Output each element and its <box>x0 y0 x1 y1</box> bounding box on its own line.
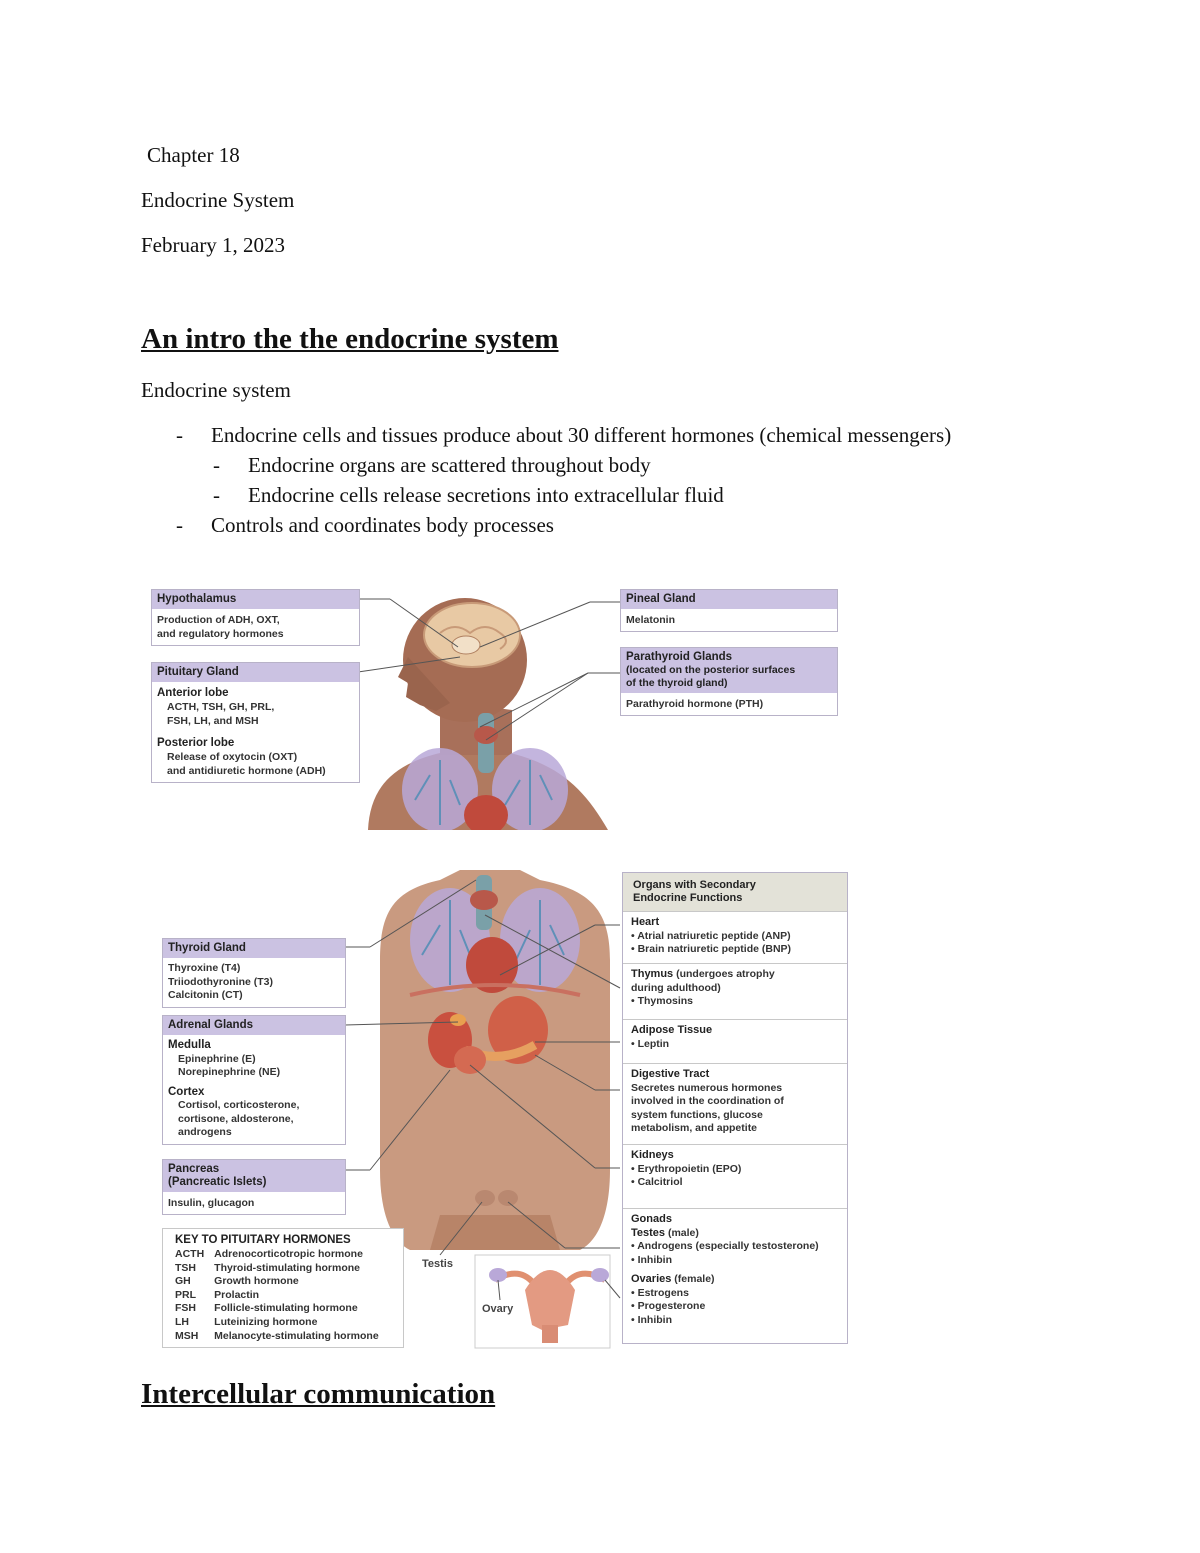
key-abbr: MSH <box>175 1329 199 1342</box>
parathyroid-box <box>620 647 838 716</box>
pituitary-box <box>151 662 360 783</box>
pituitary-key <box>162 1228 404 1348</box>
cortex-line: cortisone, aldosterone, <box>178 1112 294 1125</box>
hypothalamus-line: Production of ADH, OXT, <box>157 614 280 626</box>
cortex-line: Cortisol, corticosterone, <box>178 1099 300 1111</box>
medulla-line: Epinephrine (E) <box>178 1052 256 1065</box>
key-desc: Growth hormone <box>214 1275 299 1288</box>
anterior-lobe-label: Anterior lobe <box>157 687 229 699</box>
kidneys-title: Kidneys <box>631 1149 674 1161</box>
parathyroid-title: Parathyroid Glands <box>626 651 733 663</box>
ovaries-line: • Estrogens <box>631 1286 689 1299</box>
testes-note: (male) <box>665 1226 699 1239</box>
thymus-note: (undergoes atrophy <box>673 968 775 980</box>
digestive-line: metabolism, and appetite <box>631 1122 758 1134</box>
thyroid-title: Thyroid Gland <box>163 939 345 958</box>
key-row <box>175 1262 389 1276</box>
kidneys-section <box>623 1144 847 1208</box>
adrenal-title: Adrenal Glands <box>163 1016 345 1035</box>
key-row <box>175 1330 389 1344</box>
bullet-dash: - <box>213 483 220 507</box>
key-row <box>175 1275 389 1289</box>
parathyroid-note: of the thyroid gland) <box>626 677 728 689</box>
thyroid-line: Triiodothyronine (T3) <box>168 975 273 988</box>
ovaries-title: Ovaries <box>631 1273 672 1285</box>
secondary-title: Organs with Secondary <box>633 879 756 891</box>
section-heading-intercellular: Intercellular communication <box>141 1378 496 1410</box>
key-table <box>175 1248 389 1343</box>
key-row <box>175 1289 389 1303</box>
key-row <box>175 1302 389 1316</box>
adipose-title: Adipose Tissue <box>631 1024 713 1036</box>
key-row <box>175 1316 389 1330</box>
thymus-section <box>623 963 847 1019</box>
ovaries-line: • Progesterone <box>631 1300 706 1312</box>
digestive-title: Digestive Tract <box>631 1068 710 1080</box>
posterior-lobe-label: Posterior lobe <box>157 737 235 749</box>
parathyroid-note: (located on the posterior surfaces <box>626 664 796 676</box>
gonads-section <box>623 1208 847 1331</box>
pancreas-title: Pancreas <box>168 1163 220 1175</box>
cortex-label: Cortex <box>168 1085 205 1098</box>
posterior-lobe-line: and antidiuretic hormone (ADH) <box>167 765 326 777</box>
thymus-line: • Thymosins <box>631 995 694 1007</box>
topic-line: Endocrine System <box>141 188 295 212</box>
pancreas-box <box>162 1159 346 1215</box>
heart-title: Heart <box>631 916 660 928</box>
section-heading-intro: An intro the the endocrine system <box>141 323 559 355</box>
thyroid-line: Thyroxine (T4) <box>168 962 241 974</box>
secondary-organs-box <box>622 872 848 1344</box>
digestive-section <box>623 1063 847 1144</box>
adrenal-box <box>162 1015 346 1145</box>
kidneys-line: • Calcitriol <box>631 1176 683 1188</box>
key-desc: Adrenocorticotropic hormone <box>214 1248 363 1260</box>
key-row <box>175 1248 389 1262</box>
hypothalamus-line: and regulatory hormones <box>157 628 284 640</box>
key-abbr: GH <box>175 1275 191 1288</box>
pineal-box <box>620 589 838 632</box>
posterior-lobe-line: Release of oxytocin (OXT) <box>167 751 298 763</box>
pineal-title: Pineal Gland <box>621 590 837 609</box>
thymus-line: during adulthood) <box>631 981 721 994</box>
gonads-title: Gonads <box>631 1213 672 1225</box>
chapter-line: Chapter 18 <box>147 143 240 167</box>
testes-line: • Inhibin <box>631 1253 673 1266</box>
digestive-line: system functions, glucose <box>631 1108 763 1121</box>
secondary-title: Endocrine Functions <box>633 892 743 904</box>
kidneys-line: • Erythropoietin (EPO) <box>631 1162 742 1175</box>
thyroid-box <box>162 938 346 1008</box>
parathyroid-body: Parathyroid hormone (PTH) <box>626 698 764 710</box>
cortex-line: androgens <box>178 1126 232 1138</box>
pituitary-title: Pituitary Gland <box>152 663 359 682</box>
date-line: February 1, 2023 <box>141 233 286 257</box>
ovary-label: Ovary <box>482 1303 514 1315</box>
bullet-dash: - <box>213 453 220 477</box>
medulla-label: Medulla <box>168 1039 211 1051</box>
key-abbr: TSH <box>175 1261 196 1274</box>
bullet-item: Endocrine cells and tissues produce about 30 different hormones (chemical messengers) <box>211 423 952 447</box>
key-abbr: PRL <box>175 1288 196 1301</box>
pancreas-subtitle: (Pancreatic Islets) <box>168 1176 267 1188</box>
adipose-section <box>623 1019 847 1063</box>
adipose-line: • Leptin <box>631 1037 670 1050</box>
testes-line: • Androgens (especially testosterone) <box>631 1240 819 1252</box>
key-desc: Melanocyte-stimulating hormone <box>214 1329 379 1342</box>
anterior-lobe-line: ACTH, TSH, GH, PRL, <box>167 701 275 713</box>
heart-line: • Atrial natriuretic peptide (ANP) <box>631 929 791 942</box>
digestive-line: Secretes numerous hormones <box>631 1081 783 1094</box>
sub-bullet-item: Endocrine cells release secretions into extracellular fluid <box>248 483 724 507</box>
testes-title: Testes <box>631 1226 666 1239</box>
testis-label: Testis <box>422 1258 453 1270</box>
bullet-dash: - <box>176 513 183 537</box>
key-desc: Prolactin <box>214 1288 260 1301</box>
pineal-body: Melatonin <box>626 614 675 626</box>
hypothalamus-box <box>151 589 360 646</box>
heart-line: • Brain natriuretic peptide (BNP) <box>631 943 792 955</box>
key-abbr: FSH <box>175 1302 196 1315</box>
anterior-lobe-line: FSH, LH, and MSH <box>167 715 259 727</box>
key-desc: Follicle-stimulating hormone <box>214 1302 358 1315</box>
hypothalamus-title: Hypothalamus <box>152 590 359 609</box>
key-desc: Thyroid-stimulating hormone <box>214 1261 361 1274</box>
key-abbr: ACTH <box>175 1248 205 1260</box>
medulla-line: Norepinephrine (NE) <box>178 1066 281 1078</box>
pancreas-body: Insulin, glucagon <box>168 1197 255 1209</box>
sub-bullet-item: Endocrine organs are scattered throughout body <box>248 453 651 477</box>
ovaries-note: (female) <box>671 1273 715 1285</box>
key-desc: Luteinizing hormone <box>214 1315 318 1328</box>
bullet-item: Controls and coordinates body processes <box>211 513 554 537</box>
bullet-dash: - <box>176 423 183 447</box>
thyroid-line: Calcitonin (CT) <box>168 989 243 1001</box>
subheading: Endocrine system <box>141 378 291 402</box>
thymus-title: Thymus <box>631 968 674 980</box>
key-title: KEY TO PITUITARY HORMONES <box>175 1234 351 1246</box>
ovaries-line: • Inhibin <box>631 1313 673 1326</box>
heart-section <box>623 911 847 963</box>
key-abbr: LH <box>175 1315 189 1328</box>
digestive-line: involved in the coordination of <box>631 1095 784 1107</box>
